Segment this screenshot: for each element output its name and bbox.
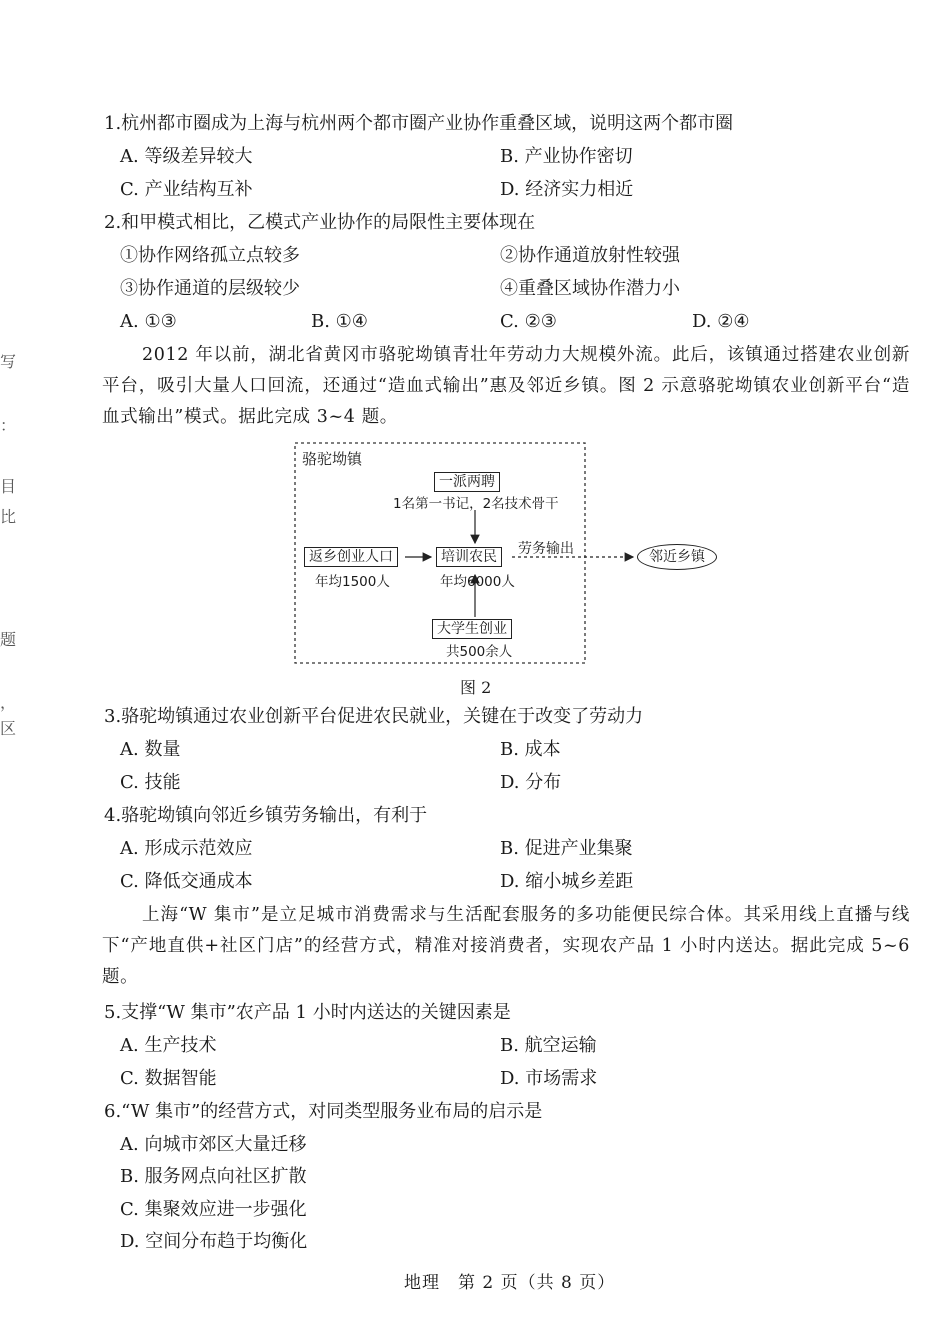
figure-caption: 图 2 [460, 678, 492, 697]
question-1-option-d: D. 经济实力相近 [500, 179, 634, 200]
margin-char: 区 [0, 719, 17, 738]
arrow-label: 劳务输出 [518, 541, 574, 557]
question-2-item-3: ③协作通道的层级较少 [120, 278, 300, 299]
question-2-option-b: B. ①④ [311, 311, 368, 332]
question-2-item-1: ①协作网络孤立点较多 [120, 245, 300, 266]
region-label: 骆驼坳镇 [302, 450, 363, 468]
question-5-option-b: B. 航空运输 [500, 1035, 597, 1056]
question-5-option-a: A. 生产技术 [120, 1035, 217, 1056]
question-3-option-a: A. 数量 [120, 739, 181, 760]
margin-char: 目 [0, 477, 17, 496]
page-footer: 地理 第 2 页（共 8 页） [404, 1273, 616, 1293]
question-5-option-c: C. 数据智能 [120, 1068, 217, 1089]
question-1-option-a: A. 等级差异较大 [120, 146, 253, 167]
margin-char: 比 [0, 507, 17, 526]
question-3-option-d: D. 分布 [500, 772, 562, 793]
left-note: 年均1500人 [315, 574, 390, 590]
question-2-option-a: A. ①③ [120, 311, 177, 332]
question-4-option-d: D. 缩小城乡差距 [500, 871, 634, 892]
question-5-stem: 5.支撑“W 集市”农产品 1 小时内送达的关键因素是 [104, 1002, 511, 1023]
question-2-item-4: ④重叠区域协作潜力小 [500, 278, 680, 299]
question-3-stem: 3.骆驼坳镇通过农业创新平台促进农民就业，关键在于改变了劳动力 [104, 706, 644, 727]
question-3-option-b: B. 成本 [500, 739, 561, 760]
question-4-option-c: C. 降低交通成本 [120, 871, 253, 892]
question-4-stem: 4.骆驼坳镇向邻近乡镇劳务输出，有利于 [104, 805, 428, 826]
center-note: 年均6000人 [440, 574, 515, 590]
margin-char: 题 [0, 630, 17, 649]
top-note: 1名第一书记，2名技术骨干 [393, 496, 559, 512]
question-6-stem: 6.“W 集市”的经营方式，对同类型服务业布局的启示是 [104, 1101, 543, 1122]
question-2-stem: 2.和甲模式相比，乙模式产业协作的局限性主要体现在 [104, 212, 536, 233]
question-5-option-d: D. 市场需求 [500, 1068, 598, 1089]
question-1-option-b: B. 产业协作密切 [500, 146, 633, 167]
question-3-option-c: C. 技能 [120, 772, 181, 793]
margin-char: ： [0, 416, 17, 435]
top-box: 一派两聘 [434, 472, 500, 492]
question-2-option-c: C. ②③ [500, 311, 557, 332]
bottom-box: 大学生创业 [432, 619, 512, 639]
left-box: 返乡创业人口 [304, 547, 398, 567]
bottom-note: 共500余人 [446, 644, 513, 660]
question-2-item-2: ②协作通道放射性较强 [500, 245, 680, 266]
question-6-option-a: A. 向城市郊区大量迁移 [120, 1134, 307, 1155]
question-1-stem: 1.杭州都市圈成为上海与杭州两个都市圈产业协作重叠区域，说明这两个都市圈 [104, 113, 734, 134]
question-6-option-c: C. 集聚效应进一步强化 [120, 1199, 307, 1220]
question-1-option-c: C. 产业结构互补 [120, 179, 253, 200]
question-2-option-d: D. ②④ [692, 311, 750, 332]
passage-2: 上海“W 集市”是立足城市消费需求与生活配套服务的多功能便民综合体。其采用线上直播与线下“产地直供+社区门店”的经营方式，精准对接消费者，实现农产品 1 小时内送达。据此完成 5~6 题。 [102, 905, 910, 987]
question-6-option-d: D. 空间分布趋于均衡化 [120, 1231, 308, 1252]
question-4-option-b: B. 促进产业集聚 [500, 838, 633, 859]
target-oval: 邻近乡镇 [637, 544, 717, 570]
margin-char: 写 [0, 352, 17, 371]
passage-1: 2012 年以前，湖北省黄冈市骆驼坳镇青壮年劳动力大规模外流。此后，该镇通过搭建农业创新平台，吸引大量人口回流，还通过“造血式输出”惠及邻近乡镇。图 2 示意骆驼坳镇农业创新平台“造血式输出”模式。据此完成 3~4 题。 [102, 345, 910, 427]
question-6-option-b: B. 服务网点向社区扩散 [120, 1166, 307, 1187]
margin-char: ， [0, 693, 17, 712]
center-box: 培训农民 [436, 547, 502, 567]
question-4-option-a: A. 形成示范效应 [120, 838, 253, 859]
